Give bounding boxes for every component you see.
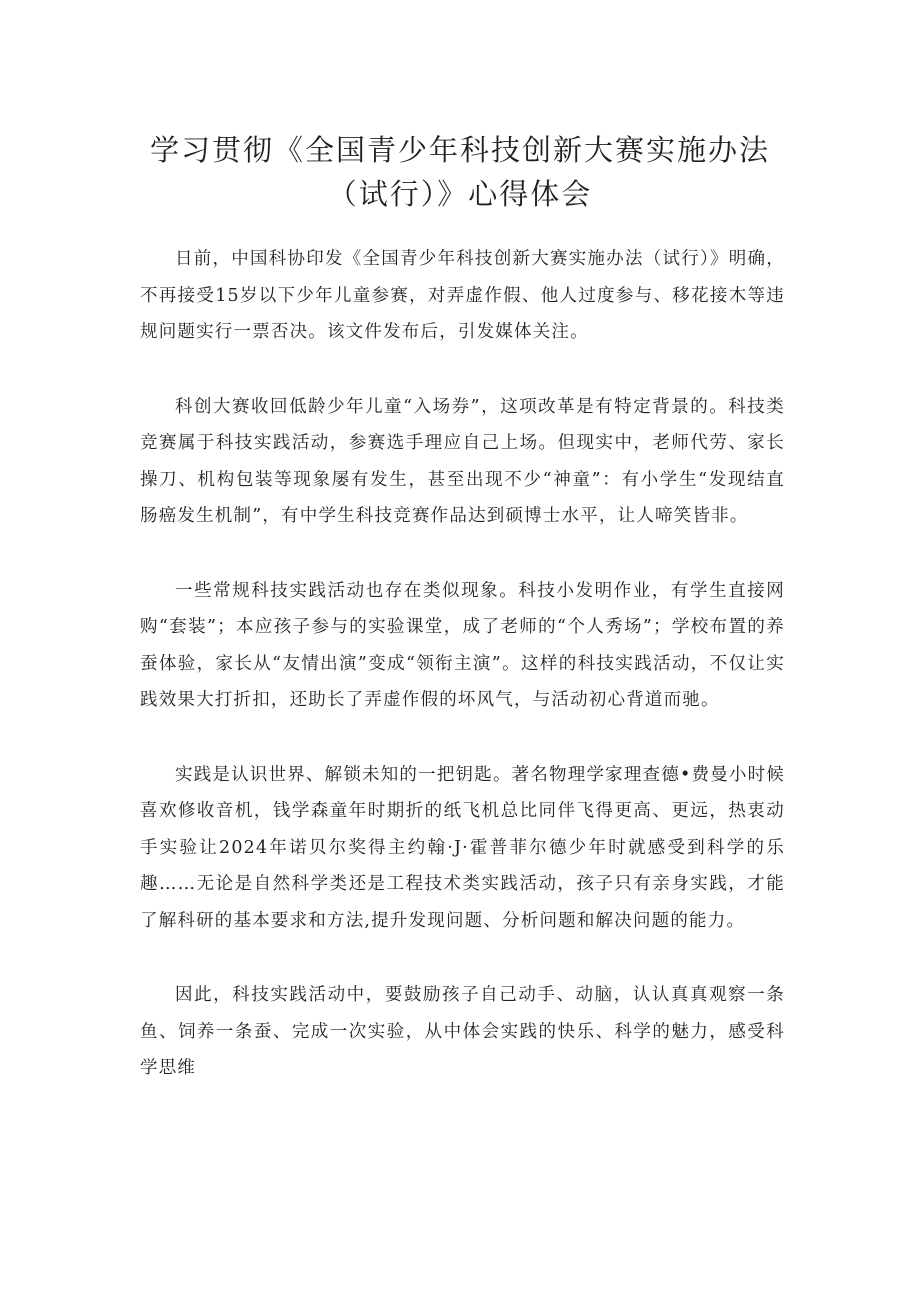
paragraph: 因此，科技实践活动中，要鼓励孩子自己动手、动脑，认认真真观察一条鱼、饲养一条蚕、完成一次实验，从中体会实践的快乐、科学的魅力，感受科学思维 [140,985,785,1078]
paragraph: 实践是认识世界、解锁未知的一把钥匙。著名物理学家理查德•费曼小时候喜欢修收音机，钱学森童年时期折的纸飞机总比同伴飞得更高、更远，热衷动手实验让2024年诺贝尔奖得主约翰·J·霍普菲尔德少年时就感受到科学的乐趣……无论是自然科学类还是工程技术类实践活动，孩子只有亲身实践，才能了解科研的基本要求和方法,提升发现问题、分析问题和解决问题的能力。 [140,764,785,931]
document-title: 学习贯彻《全国青少年科技创新大赛实施办法（试行）》心得体会 [149,133,770,211]
document-body [140,241,785,1125]
paragraph: 一些常规科技实践活动也存在类似现象。科技小发明作业，有学生直接网购“套装”；本应孩子参与的实验课堂，成了老师的“个人秀场”；学校布置的养蚕体验，家长从“友情出演”变成“领衔主演”。这样的科技实践活动，不仅让实践效果大打折扣，还助长了弄虚作假的坏风气，与活动初心背道而驰。 [140,580,785,710]
paragraph: 日前，中国科协印发《全国青少年科技创新大赛实施办法（试行）》明确，不再接受15岁以下少年儿童参赛，对弄虚作假、他人过度参与、移花接木等违规问题实行一票否决。该文件发布后，引发媒体关注。 [140,249,785,342]
paragraph: 科创大赛收回低龄少年儿童“入场券”，这项改革是有特定背景的。科技类竞赛属于科技实践活动，参赛选手理应自己上场。但现实中，老师代劳、家长操刀、机构包装等现象屡有发生，甚至出现不少“神童”：有小学生“发现结直肠癌发生机制”，有中学生科技竞赛作品达到硕博士水平，让人啼笑皆非。 [140,396,785,526]
